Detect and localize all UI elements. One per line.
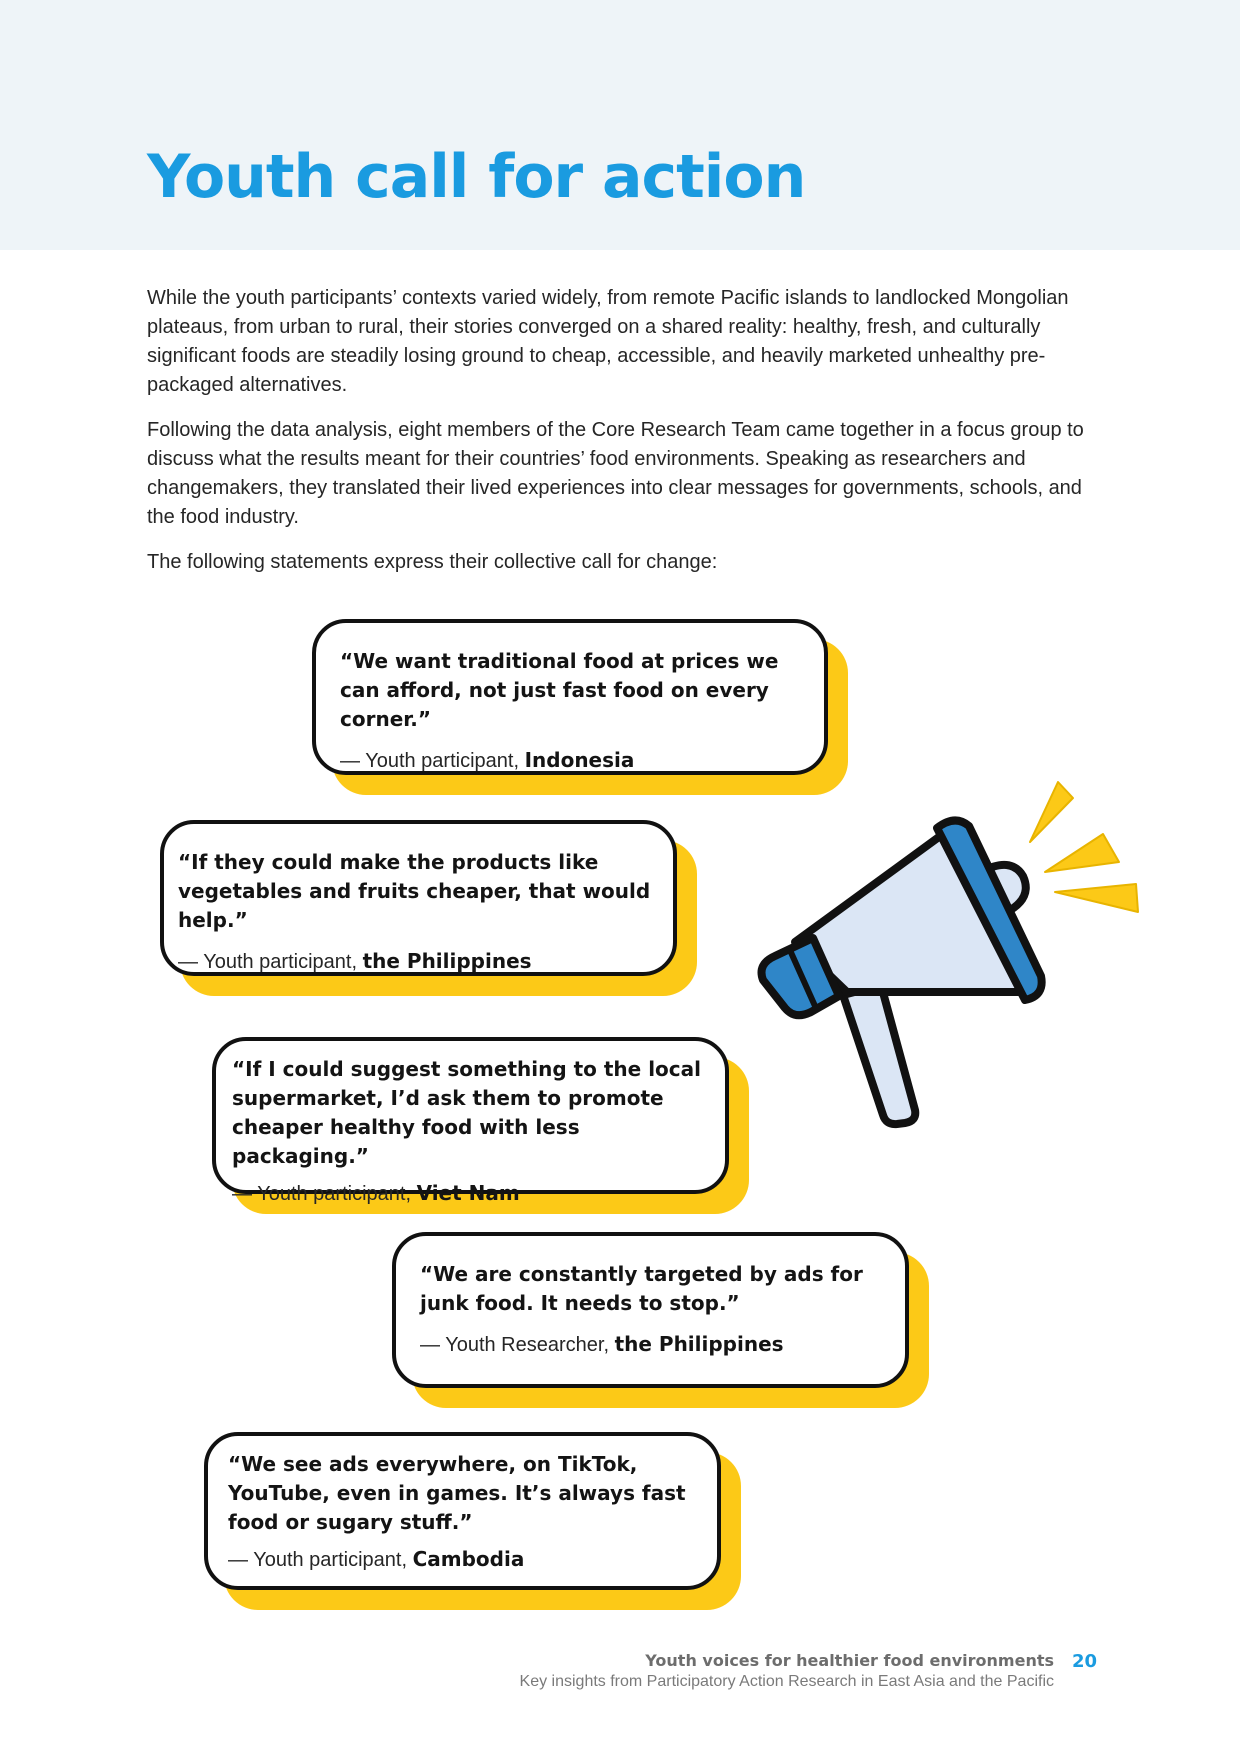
page-number: 20 (1072, 1651, 1098, 1672)
quote-text: “We are constantly targeted by ads for junk food. It needs to stop.” (420, 1262, 863, 1315)
attribution-role: — Youth participant, (340, 750, 525, 772)
quote-text: “If they could make the products like vegetables and fruits cheaper, that would help.” (178, 850, 651, 932)
page-title: Youth call for action (147, 142, 806, 212)
intro-text (147, 284, 1087, 593)
quote-bubble-5 (204, 1432, 721, 1590)
megaphone-icon (755, 770, 1150, 1130)
quote-attribution (228, 1545, 697, 1574)
attribution-country: Viet Nam (416, 1181, 520, 1205)
quote-attribution (232, 1179, 709, 1208)
intro-paragraph-3: The following statements express their collective call for change: (147, 551, 718, 573)
attribution-role: — Youth participant, (228, 1549, 413, 1571)
quote-bubble-4 (392, 1232, 909, 1388)
attribution-country: Cambodia (412, 1547, 525, 1571)
quote-attribution (340, 746, 800, 775)
quote-text: “We want traditional food at prices we can afford, not just fast food on every corner.” (340, 649, 779, 731)
bubble-box (212, 1037, 729, 1205)
quote-attribution (420, 1330, 881, 1359)
footer-subtitle: Key insights from Participatory Action Research in East Asia and the Pacific (519, 1673, 1054, 1690)
intro-paragraph-2: Following the data analysis, eight members of the Core Research Team came together in a focus group to discuss what the results meant for their countries’ food environments. Speaking as researchers and changemakers, they translated their lived experiences into clear messages for governments, schools, and the food industry. (147, 419, 1084, 528)
footer-title: Youth voices for healthier food environments (645, 1651, 1054, 1670)
attribution-role: — Youth Researcher, (420, 1334, 615, 1356)
shout-ray-2 (1045, 834, 1119, 872)
quote-text: “If I could suggest something to the local supermarket, I’d ask them to promote cheaper healthy food with less packaging.” (232, 1057, 702, 1168)
bubble-box (204, 1432, 721, 1590)
attribution-role: — Youth participant, (232, 1183, 417, 1205)
bubble-box (392, 1232, 909, 1388)
attribution-country: the Philippines (362, 949, 532, 973)
quote-text: “We see ads everywhere, on TikTok, YouTube, even in games. It’s always fast food or sugary stuff.” (228, 1452, 686, 1534)
footer (520, 1650, 1054, 1692)
intro-paragraph-1: While the youth participants’ contexts varied widely, from remote Pacific islands to landlocked Mongolian plateaus, from urban to rural, their stories converged on a shared reality: healthy, fresh, and culturally significant foods are steadily losing ground to cheap, accessible, and heavily marketed unhealthy pre-packaged alternatives. (147, 287, 1069, 396)
bubble-box (312, 619, 828, 775)
quote-bubble-2 (160, 820, 677, 976)
shout-ray-1 (1030, 782, 1073, 842)
attribution-country: the Philippines (614, 1332, 784, 1356)
quote-bubble-1 (312, 619, 828, 775)
bubble-box (160, 820, 677, 976)
attribution-country: Indonesia (524, 748, 635, 772)
attribution-role: — Youth participant, (178, 951, 363, 973)
quote-attribution (178, 947, 659, 976)
quote-bubble-3 (212, 1037, 729, 1205)
megaphone-handle (843, 985, 915, 1124)
shout-ray-3 (1055, 884, 1138, 912)
